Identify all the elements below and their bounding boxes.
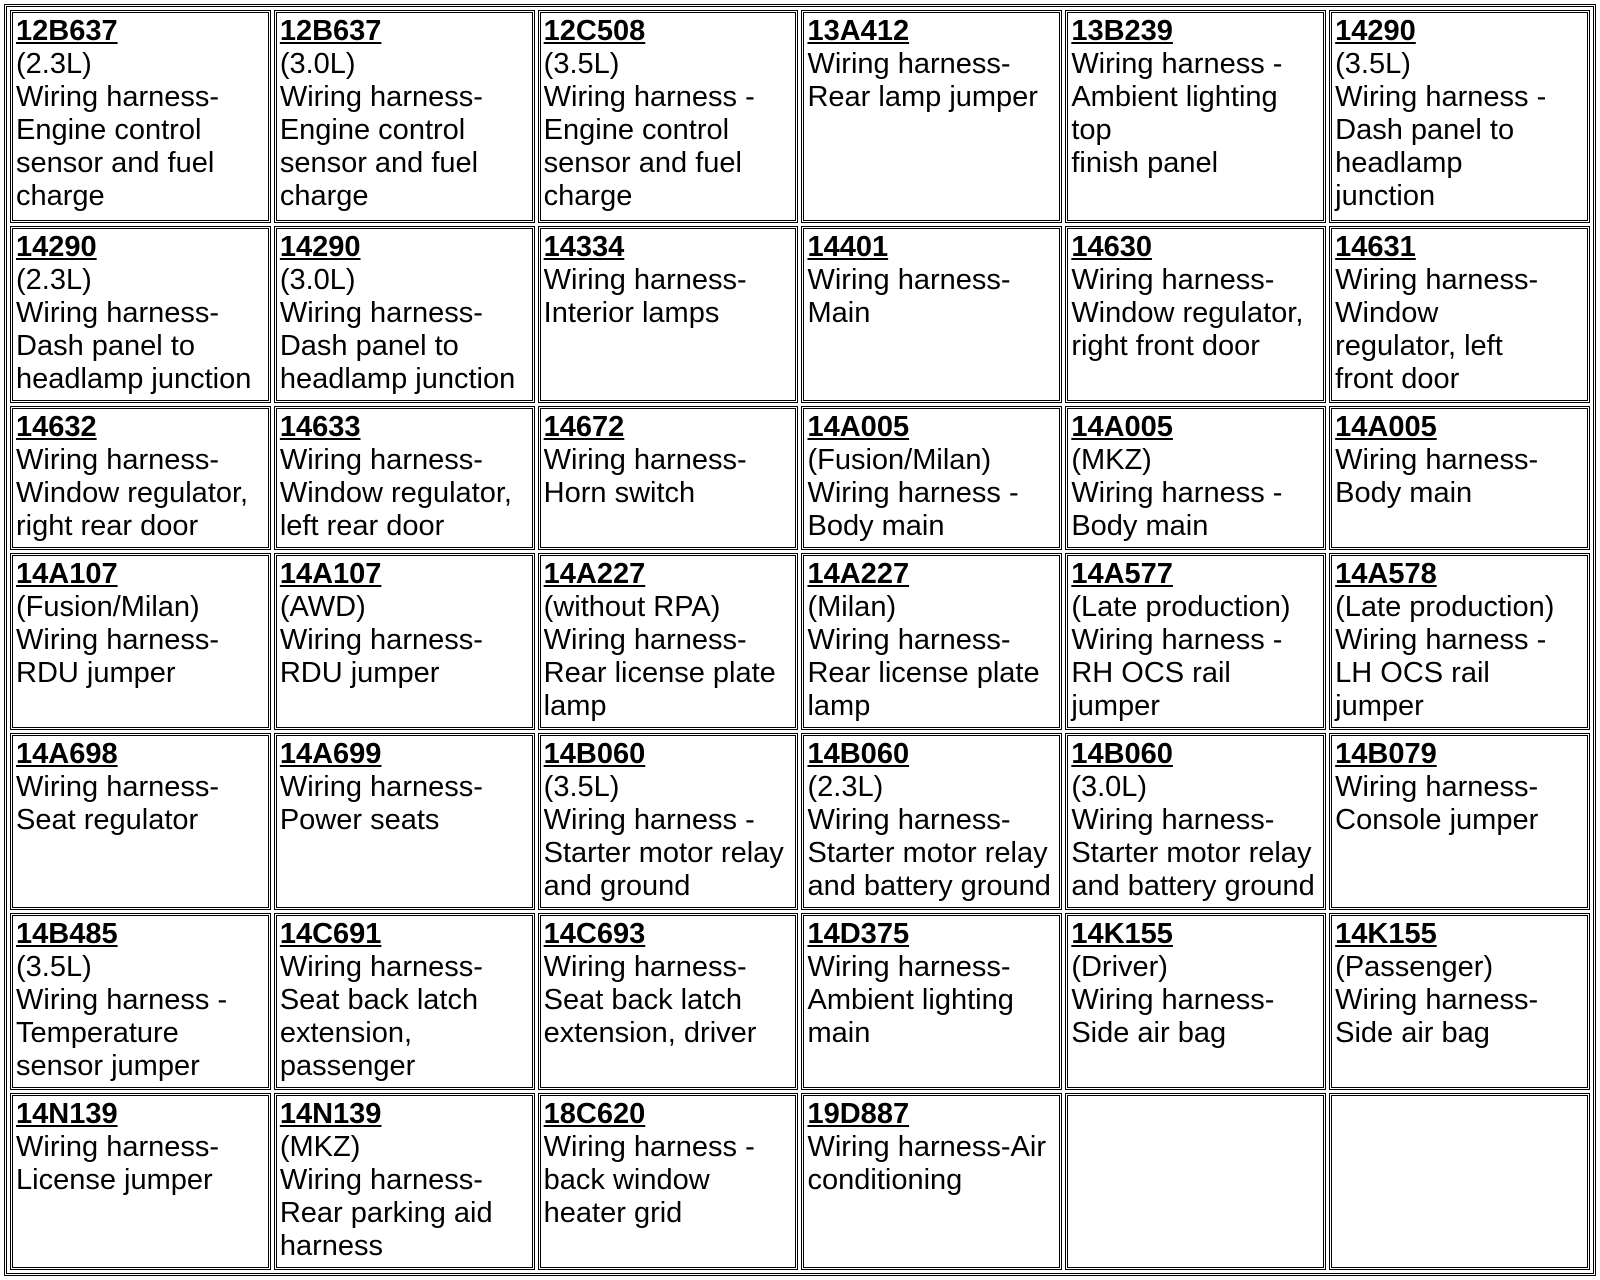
part-description-line: jumper	[1071, 689, 1160, 722]
part-number: 14B079	[1335, 737, 1437, 770]
part-description-line: (Milan)	[807, 590, 897, 623]
part-description-line: harness	[279, 1229, 383, 1262]
part-description-line: sensor jumper	[16, 1049, 200, 1082]
empty-cell	[1329, 1093, 1590, 1270]
part-description-line: Wiring harness-	[807, 623, 1011, 656]
part-cell	[1329, 406, 1590, 550]
part-cell	[1329, 733, 1590, 910]
part-number: 14K155	[1335, 917, 1437, 950]
part-description-line: (AWD)	[279, 590, 366, 623]
part-description-line: charge	[543, 180, 633, 212]
part-description-line: and ground	[543, 869, 691, 902]
part-description-line: (MKZ)	[279, 1130, 361, 1163]
part-description-line: (MKZ)	[1071, 444, 1152, 477]
part-number: 14A107	[279, 557, 382, 590]
part-number: 14A005	[1335, 411, 1437, 444]
part-description-line: Wiring harness-	[16, 1130, 220, 1163]
part-description-line: Engine control	[543, 114, 730, 146]
part-cell	[10, 733, 271, 910]
part-description-line: Wiring harness-	[1335, 770, 1539, 803]
part-number: 18C620	[543, 1097, 646, 1130]
part-number: 14A005	[1071, 411, 1173, 444]
part-description-line: RH OCS rail	[1071, 656, 1231, 689]
part-description-line: finish panel	[1071, 147, 1219, 179]
part-description-line: Ambient lighting	[807, 983, 1014, 1016]
part-description-line: Window regulator,	[16, 477, 249, 510]
part-description-line: Seat back latch	[543, 983, 742, 1016]
part-number: 14290	[1335, 15, 1416, 47]
part-description-line: Wiring harness-	[1071, 803, 1275, 836]
part-number: 14D375	[807, 917, 910, 950]
part-number: 14K155	[1071, 917, 1173, 950]
part-description-line: left rear door	[279, 510, 445, 543]
part-description-line: Starter motor relay	[807, 836, 1048, 869]
part-cell	[10, 406, 271, 550]
part-description-line: (Late production)	[1335, 590, 1555, 623]
part-description-line: Temperature	[16, 1016, 179, 1049]
part-number: 14A577	[1071, 557, 1173, 590]
part-description-line: Side air bag	[1071, 1016, 1227, 1049]
part-cell	[1329, 553, 1590, 730]
part-description-line: jumper	[1335, 689, 1424, 722]
part-description-line: Wiring harness-	[16, 81, 220, 113]
part-description-line: and battery ground	[807, 869, 1051, 902]
part-description-line: Wiring harness-	[16, 297, 220, 330]
part-number: 14A005	[807, 411, 910, 444]
part-number: 14290	[16, 231, 97, 264]
part-description-line: Starter motor relay	[1071, 836, 1312, 869]
part-description-line: Body main	[1335, 477, 1473, 510]
part-number: 14633	[279, 411, 361, 444]
part-cell	[274, 1093, 535, 1270]
part-number: 14C693	[543, 917, 646, 950]
part-description-line: Wiring harness-	[16, 623, 220, 656]
part-description-line: Wiring harness -	[1071, 477, 1283, 510]
part-description-line: Rear parking aid	[279, 1196, 493, 1229]
part-description-line: (Fusion/Milan)	[16, 590, 200, 623]
part-cell	[274, 226, 535, 403]
part-description-line: Window regulator,	[1071, 297, 1304, 330]
part-number: 14N139	[16, 1097, 118, 1130]
table-row	[10, 226, 1590, 403]
part-description-line: Wiring harness-	[543, 950, 747, 983]
part-description-line: Wiring harness-	[279, 770, 483, 803]
part-cell	[1329, 10, 1590, 223]
part-description-line: heater grid	[543, 1196, 683, 1229]
part-description-line: charge	[16, 180, 105, 212]
part-description-line: Wiring harness-	[1335, 983, 1539, 1016]
part-cell	[10, 226, 271, 403]
part-number: 14672	[543, 411, 625, 444]
part-cell	[274, 913, 535, 1090]
empty-cell	[1065, 1093, 1326, 1270]
part-description-line: Wiring harness -	[543, 1130, 755, 1163]
part-cell	[538, 913, 799, 1090]
part-number: 19D887	[807, 1097, 910, 1130]
part-description-line: Power seats	[279, 803, 440, 836]
part-description-line: lamp	[543, 689, 607, 722]
part-description-line: (Late production)	[1071, 590, 1291, 623]
part-number: 14C691	[279, 917, 382, 950]
part-description-line: Window regulator,	[279, 477, 512, 510]
part-number: 13A412	[807, 15, 910, 47]
table-row	[10, 1093, 1590, 1270]
part-description-line: (3.5L)	[16, 950, 92, 983]
part-number: 14A107	[16, 557, 118, 590]
part-description-line: Wiring harness-	[543, 623, 747, 656]
part-cell	[801, 913, 1062, 1090]
part-description-line: Wiring harness-	[807, 950, 1011, 983]
part-description-line: (2.3L)	[807, 770, 884, 803]
part-number: 14334	[543, 231, 625, 264]
part-description-line: Wiring harness -	[807, 477, 1019, 510]
part-description-line: headlamp junction	[16, 363, 252, 396]
part-cell	[801, 10, 1062, 223]
part-cell	[801, 406, 1062, 550]
part-description-line: extension,	[279, 1016, 413, 1049]
part-description-line: Wiring harness-	[543, 444, 747, 477]
part-description-line: Wiring harness-	[807, 264, 1011, 297]
part-description-line: Wiring harness-	[279, 1163, 483, 1196]
part-description-line: Wiring harness -	[1335, 81, 1547, 113]
part-description-line: Engine control	[279, 114, 466, 146]
part-description-line: (2.3L)	[16, 48, 92, 80]
part-description-line: LH OCS rail	[1335, 656, 1490, 689]
part-description-line: Body main	[1071, 510, 1209, 543]
part-description-line: Wiring harness-	[279, 81, 483, 113]
parts-table-body	[10, 10, 1590, 1270]
part-description-line: Wiring harness -	[1071, 623, 1283, 656]
part-cell	[801, 553, 1062, 730]
part-description-line: Dash panel to	[16, 330, 195, 363]
part-description-line: back window	[543, 1163, 710, 1196]
part-description-line: Wiring harness -	[16, 983, 228, 1016]
part-cell	[801, 226, 1062, 403]
part-description-line: Wiring harness-	[16, 770, 220, 803]
part-description-line: Main	[807, 297, 871, 330]
part-description-line: Rear license plate	[807, 656, 1040, 689]
part-description-line: (2.3L)	[16, 264, 92, 297]
part-description-line: Wiring harness-	[807, 48, 1011, 80]
part-cell	[10, 913, 271, 1090]
part-description-line: lamp	[807, 689, 871, 722]
part-number: 12B637	[279, 15, 382, 47]
part-description-line: RDU jumper	[279, 656, 440, 689]
part-description-line: (Fusion/Milan)	[807, 444, 992, 477]
part-description-line: Wiring harness -	[1071, 48, 1283, 80]
part-cell	[274, 10, 535, 223]
part-description-line: Rear license plate	[543, 656, 776, 689]
part-description-line: Wiring harness-	[1335, 264, 1539, 297]
part-number: 13B239	[1071, 15, 1173, 47]
part-cell	[801, 1093, 1062, 1270]
table-row	[10, 406, 1590, 550]
part-description-line: Wiring harness-	[279, 444, 483, 477]
part-cell	[274, 553, 535, 730]
part-description-line: Wiring harness-	[1071, 264, 1275, 297]
part-description-line: right front door	[1071, 330, 1260, 363]
part-description-line: Wiring harness-Air	[807, 1130, 1046, 1163]
part-description-line: charge	[279, 180, 369, 212]
part-cell	[538, 1093, 799, 1270]
part-description-line: Wiring harness-	[543, 264, 747, 297]
part-number: 14A698	[16, 737, 118, 770]
part-cell	[538, 553, 799, 730]
part-description-line: sensor and fuel	[279, 147, 479, 179]
part-description-line: Wiring harness-	[1071, 983, 1275, 1016]
part-description-line: and battery ground	[1071, 869, 1315, 902]
part-description-line: (Driver)	[1071, 950, 1168, 983]
part-description-line: front door	[1335, 363, 1460, 396]
part-cell	[274, 406, 535, 550]
part-description-line: Ambient lighting top	[1071, 81, 1278, 146]
part-description-line: extension, driver	[543, 1016, 757, 1049]
part-number: 14630	[1071, 231, 1152, 264]
part-description-line: (3.5L)	[543, 770, 620, 803]
part-cell	[1065, 733, 1326, 910]
part-number: 14B060	[543, 737, 646, 770]
part-cell	[538, 226, 799, 403]
part-description-line: regulator, left	[1335, 330, 1503, 363]
part-description-line: passenger	[279, 1049, 416, 1082]
part-cell	[801, 733, 1062, 910]
part-number: 14N139	[279, 1097, 382, 1130]
part-description-line: Console jumper	[1335, 803, 1539, 836]
part-number: 14B060	[807, 737, 910, 770]
part-description-line: Wiring harness -	[543, 803, 755, 836]
part-description-line: (3.0L)	[279, 48, 356, 80]
part-description-line: (Passenger)	[1335, 950, 1494, 983]
part-cell	[1065, 913, 1326, 1090]
part-description-line: Wiring harness-	[1335, 444, 1539, 477]
part-description-line: (3.0L)	[1071, 770, 1148, 803]
part-cell	[1065, 553, 1326, 730]
part-number: 14A699	[279, 737, 382, 770]
part-description-line: Dash panel to	[279, 330, 459, 363]
part-number: 12B637	[16, 15, 118, 47]
part-description-line: (3.5L)	[1335, 48, 1411, 80]
part-number: 14A227	[807, 557, 910, 590]
part-description-line: Rear lamp jumper	[807, 81, 1038, 113]
part-description-line: Dash panel to	[1335, 114, 1515, 146]
part-description-line: Wiring harness-	[279, 950, 483, 983]
table-row	[10, 553, 1590, 730]
part-description-line: Interior lamps	[543, 297, 720, 330]
table-row	[10, 913, 1590, 1090]
part-description-line: (3.5L)	[543, 48, 620, 80]
part-description-line: (without RPA)	[543, 590, 721, 623]
part-number: 12C508	[543, 15, 646, 47]
part-description-line: right rear door	[16, 510, 199, 543]
part-description-line: Wiring harness -	[1335, 623, 1547, 656]
part-cell	[274, 733, 535, 910]
part-cell	[1065, 406, 1326, 550]
part-description-line: conditioning	[807, 1163, 963, 1196]
part-description-line: Side air bag	[1335, 1016, 1490, 1049]
part-number: 14632	[16, 411, 97, 444]
part-description-line: Seat regulator	[16, 803, 199, 836]
part-number: 14A578	[1335, 557, 1437, 590]
part-description-line: Body main	[807, 510, 945, 543]
part-cell	[1065, 10, 1326, 223]
part-description-line: RDU jumper	[16, 656, 176, 689]
part-cell	[538, 733, 799, 910]
part-cell	[538, 406, 799, 550]
part-description-line: Wiring harness-	[16, 444, 220, 477]
part-number: 14290	[279, 231, 361, 264]
part-description-line: Window	[1335, 297, 1439, 330]
part-description-line: License jumper	[16, 1163, 213, 1196]
part-number: 14A227	[543, 557, 646, 590]
part-description-line: junction	[1335, 180, 1436, 212]
parts-table	[4, 4, 1596, 1276]
table-row	[10, 10, 1590, 223]
part-cell	[1329, 226, 1590, 403]
part-description-line: Wiring harness -	[543, 81, 755, 113]
part-number: 14631	[1335, 231, 1416, 264]
part-description-line: Engine control	[16, 114, 202, 146]
part-description-line: Wiring harness-	[279, 297, 483, 330]
table-row	[10, 733, 1590, 910]
part-cell	[538, 10, 799, 223]
part-description-line: main	[807, 1016, 871, 1049]
part-number: 14B060	[1071, 737, 1173, 770]
part-description-line: (3.0L)	[279, 264, 356, 297]
part-description-line: Starter motor relay	[543, 836, 784, 869]
part-description-line: headlamp	[1335, 147, 1463, 179]
part-number: 14401	[807, 231, 889, 264]
part-cell	[10, 553, 271, 730]
part-description-line: Horn switch	[543, 477, 696, 510]
part-cell	[10, 10, 271, 223]
part-description-line: Wiring harness-	[279, 623, 483, 656]
part-cell	[1329, 913, 1590, 1090]
part-description-line: sensor and fuel	[543, 147, 742, 179]
part-description-line: Wiring harness-	[807, 803, 1011, 836]
part-description-line: sensor and fuel	[16, 147, 215, 179]
part-cell	[1065, 226, 1326, 403]
part-description-line: headlamp junction	[279, 363, 516, 396]
part-number: 14B485	[16, 917, 118, 950]
part-description-line: Seat back latch	[279, 983, 479, 1016]
part-cell	[10, 1093, 271, 1270]
